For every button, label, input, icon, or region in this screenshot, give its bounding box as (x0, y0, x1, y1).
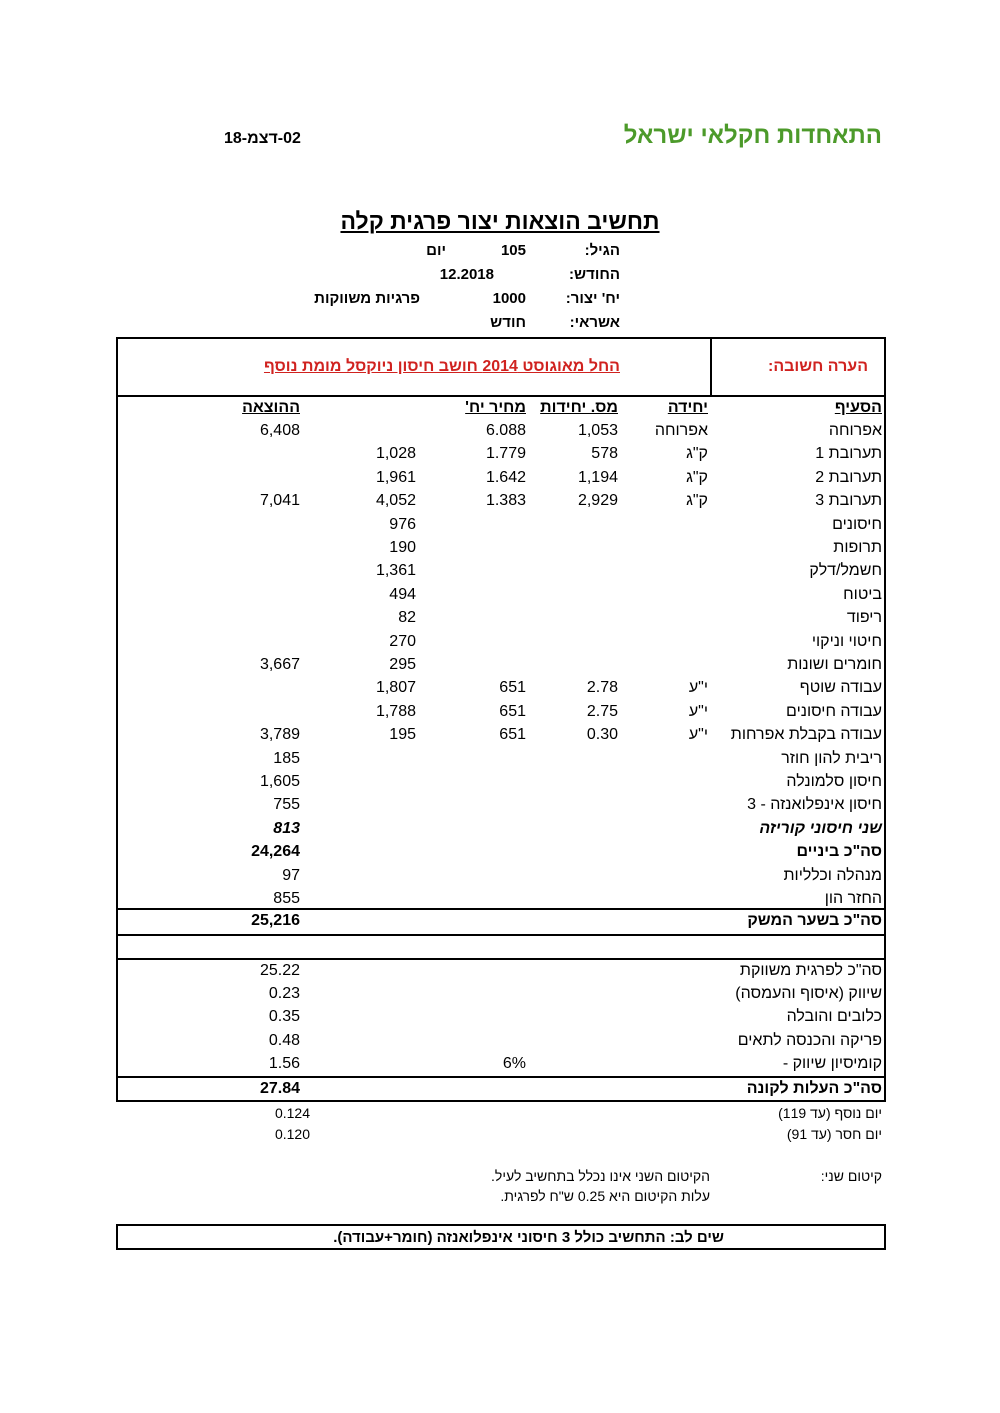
farm-total-bottom-line (116, 934, 886, 936)
note-text: החל מאוגוסט 2014 חושב חיסון ניוקסל מומת נוסף (263, 358, 620, 375)
row-subtotal: 1,788 (375, 702, 416, 720)
table-row (116, 726, 886, 749)
header-total: ההוצאה (242, 399, 300, 416)
units-label: יח' יצור: (565, 290, 620, 307)
header-unit: יחידה (667, 399, 708, 416)
table-row (116, 773, 886, 796)
farm-total-top-line (116, 908, 886, 910)
market-row (116, 1055, 886, 1078)
table-row (116, 586, 886, 609)
row-item: תרופות (833, 539, 882, 556)
row-item: מנהלה וכלליות (783, 866, 882, 884)
row-total: 24,264 (251, 843, 300, 861)
row-item: תערובת 1 (815, 445, 882, 463)
month-label: החודש: (569, 266, 620, 283)
market-row (116, 985, 886, 1008)
units-value: 1000 (492, 290, 526, 307)
row-qty: 2.75 (586, 702, 618, 720)
row-item: חיטוי וניקוי (811, 632, 882, 650)
market-total: 0.35 (268, 1008, 300, 1026)
note-bottom-line (116, 395, 886, 397)
row-total: 813 (273, 819, 300, 837)
row-unit: י"ע (688, 702, 708, 720)
row-qty: 578 (591, 445, 618, 463)
row-total: 1,605 (259, 773, 300, 790)
row-subtotal: 270 (389, 632, 416, 650)
table-row (116, 796, 886, 819)
table-row (116, 843, 886, 866)
add-day-value: 0.124 (274, 1105, 310, 1121)
age-label: הגיל: (584, 242, 620, 259)
row-item: חשמל/דלק (809, 562, 882, 580)
organization-name: התאחדות חקלאי ישראל (623, 122, 882, 149)
market-item: סה"כ לפרגית משווקת (739, 962, 882, 979)
market-row (116, 1008, 886, 1031)
row-subtotal: 1,961 (375, 468, 416, 486)
row-item: ריבית להון חוזר (781, 749, 882, 767)
row-subtotal: 1,807 (375, 679, 416, 697)
row-item: חיסון אינפלואנזה - 3 (747, 796, 882, 814)
row-item: אפרוחה (828, 422, 882, 439)
buyer-total-top-line (116, 1076, 886, 1078)
credit-label: אשראי: (569, 314, 620, 331)
farm-total-value: 25,216 (251, 912, 300, 929)
table-row (116, 469, 886, 492)
market-rate: 6% (502, 1054, 526, 1072)
row-unit: י"ע (688, 726, 708, 744)
row-subtotal: 1,361 (375, 562, 416, 580)
farm-total-row (116, 912, 886, 935)
row-total: 3,667 (259, 656, 300, 673)
table-row (116, 422, 886, 445)
row-price: 651 (499, 679, 526, 697)
page-title: תחשיב הוצאות יצור פרגית קלה (340, 208, 660, 234)
footer-note-box (116, 1224, 886, 1250)
row-price: 1.779 (485, 445, 526, 463)
row-price: 651 (499, 726, 526, 744)
row-total: 6,408 (259, 422, 300, 439)
row-item: תערובת 3 (815, 492, 882, 510)
less-day-label: יום חסר (עד 91) (786, 1126, 882, 1142)
market-total: 0.23 (268, 985, 300, 1003)
buyer-total-value: 27.84 (259, 1080, 300, 1097)
row-unit: ק"ג (686, 445, 708, 463)
row-subtotal: 295 (389, 656, 416, 673)
buyer-total-label: סה"כ העלות לקונה (746, 1080, 882, 1097)
row-price: 1.383 (485, 492, 526, 510)
trim-label: קיטום שני: (820, 1168, 882, 1184)
table-row (116, 562, 886, 585)
row-total: 185 (273, 749, 300, 767)
table-header (116, 399, 886, 422)
trim-line-2: עלות הקיטום היא 0.25 ש"ח לפרגית. (500, 1188, 710, 1204)
table-row (116, 679, 886, 702)
row-unit: אפרוחה (654, 422, 708, 439)
row-item: עבודה חיסונים (786, 702, 882, 720)
table-row (116, 703, 886, 726)
row-item: שני חיסוני קוריזה (759, 819, 882, 837)
market-total: 0.48 (268, 1031, 300, 1049)
row-subtotal: 4,052 (375, 492, 416, 510)
row-subtotal: 1,028 (375, 445, 416, 463)
age-value: 105 (500, 242, 526, 259)
market-item: פריקה והכנסה לתאים (737, 1031, 882, 1049)
header-qty: מס. יחידות (540, 399, 618, 416)
row-price: 1.642 (485, 468, 526, 486)
row-qty: 2,929 (577, 492, 618, 510)
row-item: חיסון סלמונלה (786, 773, 882, 790)
row-qty: 2.78 (586, 679, 618, 697)
row-subtotal: 195 (389, 726, 416, 744)
row-subtotal: 82 (398, 609, 416, 627)
market-row (116, 962, 886, 985)
table-row (116, 609, 886, 632)
row-item: החזר הון (824, 890, 882, 907)
market-top-line (116, 958, 886, 960)
row-qty: 1,053 (577, 422, 618, 439)
footer-note: שים לב: התחשיב כולל 3 חיסוני אינפלואנזה (חומר+עבודה). (333, 1229, 724, 1246)
row-qty: 0.30 (586, 726, 618, 744)
table-row (116, 750, 886, 773)
add-day-label: יום נוסף (עד 119) (778, 1105, 882, 1121)
row-item: תערובת 2 (815, 468, 882, 486)
row-subtotal: 190 (389, 539, 416, 556)
note-label: הערה חשובה: (768, 358, 868, 375)
trim-line-1: הקיטום השני אינו נכלל בתחשיב לעיל. (491, 1168, 710, 1184)
header-price: מחיר יח' (465, 399, 526, 416)
row-subtotal: 976 (389, 515, 416, 533)
buyer-total-row (116, 1080, 886, 1103)
row-unit: ק"ג (686, 492, 708, 510)
market-item: כלובים והובלה (786, 1008, 882, 1026)
header-item: הסעיף (834, 399, 882, 416)
credit-value: חודש (490, 314, 526, 331)
row-subtotal: 494 (389, 585, 416, 603)
market-item: שיווק (איסוף והעמסה) (735, 985, 882, 1003)
row-total: 97 (282, 866, 300, 884)
row-qty: 1,194 (577, 468, 618, 486)
table-row (116, 820, 886, 843)
row-unit: ק"ג (686, 468, 708, 486)
row-item: חומרים ושונות (787, 656, 882, 673)
table-row (116, 656, 886, 679)
less-day-value: 0.120 (274, 1126, 310, 1142)
row-total: 855 (273, 890, 300, 907)
table-row (116, 539, 886, 562)
table-row (116, 633, 886, 656)
units-unit: פרגיות משווקות (314, 290, 420, 307)
row-total: 7,041 (259, 492, 300, 510)
row-item: עבודה שוטף (799, 679, 882, 697)
row-item: חיסונים (832, 515, 882, 533)
market-total: 1.56 (268, 1054, 300, 1072)
market-total: 25.22 (259, 962, 300, 979)
age-unit: יום (426, 242, 446, 259)
row-item: עבודה בקבלת אפרחות (730, 726, 882, 744)
row-item: ריפוד (846, 609, 882, 627)
table-row (116, 516, 886, 539)
row-price: 6.088 (485, 422, 526, 439)
table-row (116, 867, 886, 890)
row-unit: י"ע (688, 679, 708, 697)
row-item: ביטוח (843, 585, 882, 603)
month-value: 12.2018 (439, 266, 494, 283)
row-item: סה"כ ביניים (796, 843, 882, 861)
market-item: קומיסיון שיווק - (782, 1054, 882, 1072)
row-total: 3,789 (259, 726, 300, 744)
farm-total-label: סה"כ בשער המשק (747, 912, 882, 929)
row-total: 755 (273, 796, 300, 814)
note-divider (710, 337, 712, 396)
table-row (116, 492, 886, 515)
market-row (116, 1032, 886, 1055)
document-date: 02-דצמ-18 (224, 130, 301, 147)
table-row (116, 445, 886, 468)
row-price: 651 (499, 702, 526, 720)
